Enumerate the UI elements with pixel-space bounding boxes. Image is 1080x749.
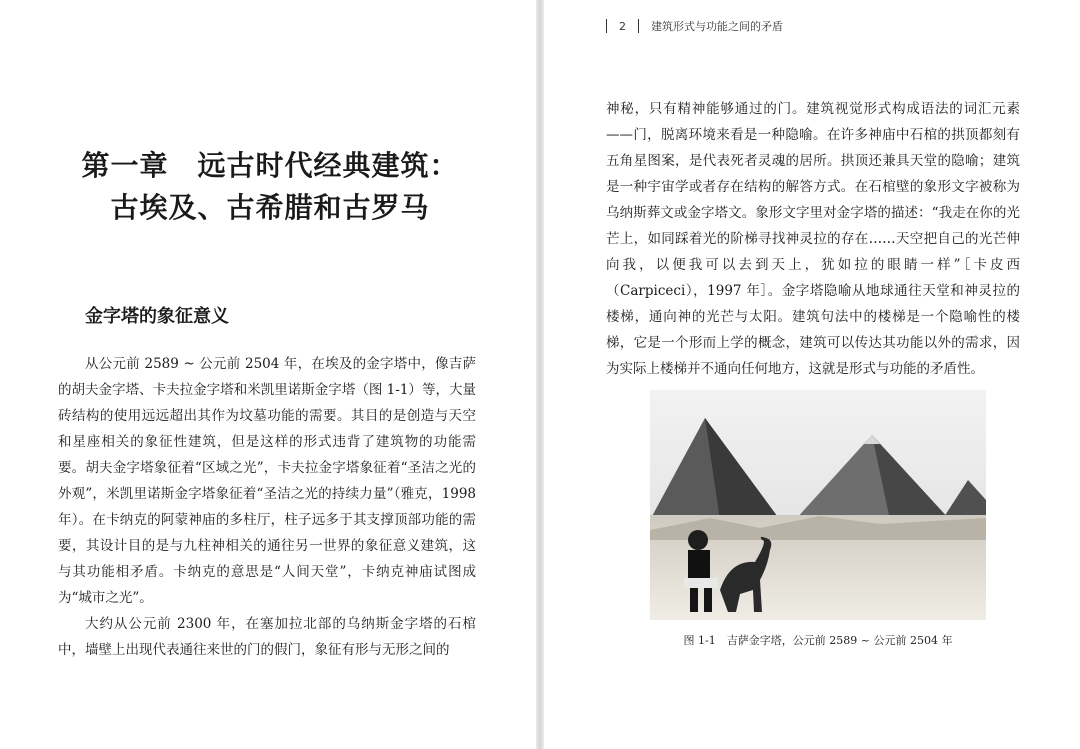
figure-caption: 图 1-1 吉萨金字塔，公元前 2589 ~ 公元前 2504 年 bbox=[683, 634, 953, 647]
left-body-text bbox=[58, 351, 476, 663]
book-gutter bbox=[536, 0, 544, 749]
running-title: 建筑形式与功能之间的矛盾 bbox=[651, 20, 783, 33]
left-page bbox=[0, 0, 536, 749]
section-heading: 金字塔的象征意义 bbox=[85, 306, 229, 327]
paragraph: 神秘，只有精神能够通过的门。建筑视觉形式构成语法的词汇元素——门，脱离环境来看是一种隐喻。在许多神庙中石棺的拱顶都刻有五角星图案，是代表死者灵魂的居所。拱顶还兼具天堂的隐喻；建筑是一种宇宙学或者存在结构的解答方式。在石棺壁的象形文字被称为乌纳斯葬文或金字塔文。象形文字里对金字塔的描述：“我走在你的光芒上，如同踩着光的阶梯寻找神灵拉的存在……天空把自己的光芒伸向我，以便我可以去到天上，犹如拉的眼睛一样”［卡皮西（Carpiceci），1997 年］。金字塔隐喻从地球通往天堂和神灵拉的楼梯，通向神的光芒与太阳。建筑句法中的楼梯是一个隐喻性的楼梯，它是一个形而上学的概念，建筑可以传达其功能以外的需求，因为实际上楼梯并不通向任何地方，这就是形式与功能的矛盾性。 bbox=[606, 101, 1020, 377]
chapter-title-line1: 第一章 远古时代经典建筑： bbox=[81, 149, 459, 182]
chapter-title bbox=[60, 145, 480, 229]
header-divider bbox=[638, 19, 639, 33]
header-divider bbox=[606, 19, 607, 33]
page-number: 2 bbox=[619, 19, 626, 33]
running-header bbox=[606, 16, 783, 36]
chapter-title-line2: 古埃及、古希腊和古罗马 bbox=[110, 191, 430, 224]
paragraph: 从公元前 2589 ~ 公元前 2504 年，在埃及的金字塔中，像吉萨的胡夫金字塔、卡夫拉金字塔和米凯里诺斯金字塔（图 1-1）等，大量砖结构的使用远远超出其作为坟墓功能的需要。其目的是创造与天空和星座相关的象征性建筑，但是这样的形式违背了建筑物的功能需要。胡夫金字塔象征着“区域之光”，卡夫拉金字塔象征着“圣洁之光的外观”，米凯里诺斯金字塔象征着“圣洁之光的持续力量”（雅克，1998 年）。在卡纳克的阿蒙神庙的多柱厅，柱子远多于其支撑顶部功能的需要，其设计目的是与九柱神相关的通往另一世界的象征意义建筑，这与其功能相矛盾。卡纳克的意思是“人间天堂”，卡纳克神庙试图成为“城市之光”。 bbox=[58, 356, 476, 606]
right-body-text bbox=[606, 96, 1020, 382]
paragraph: 大约从公元前 2300 年，在塞加拉北部的乌纳斯金字塔的石棺中，墙壁上出现代表通往来世的门的假门，象征有形与无形之间的 bbox=[58, 616, 476, 658]
pyramids-photo bbox=[650, 390, 986, 620]
